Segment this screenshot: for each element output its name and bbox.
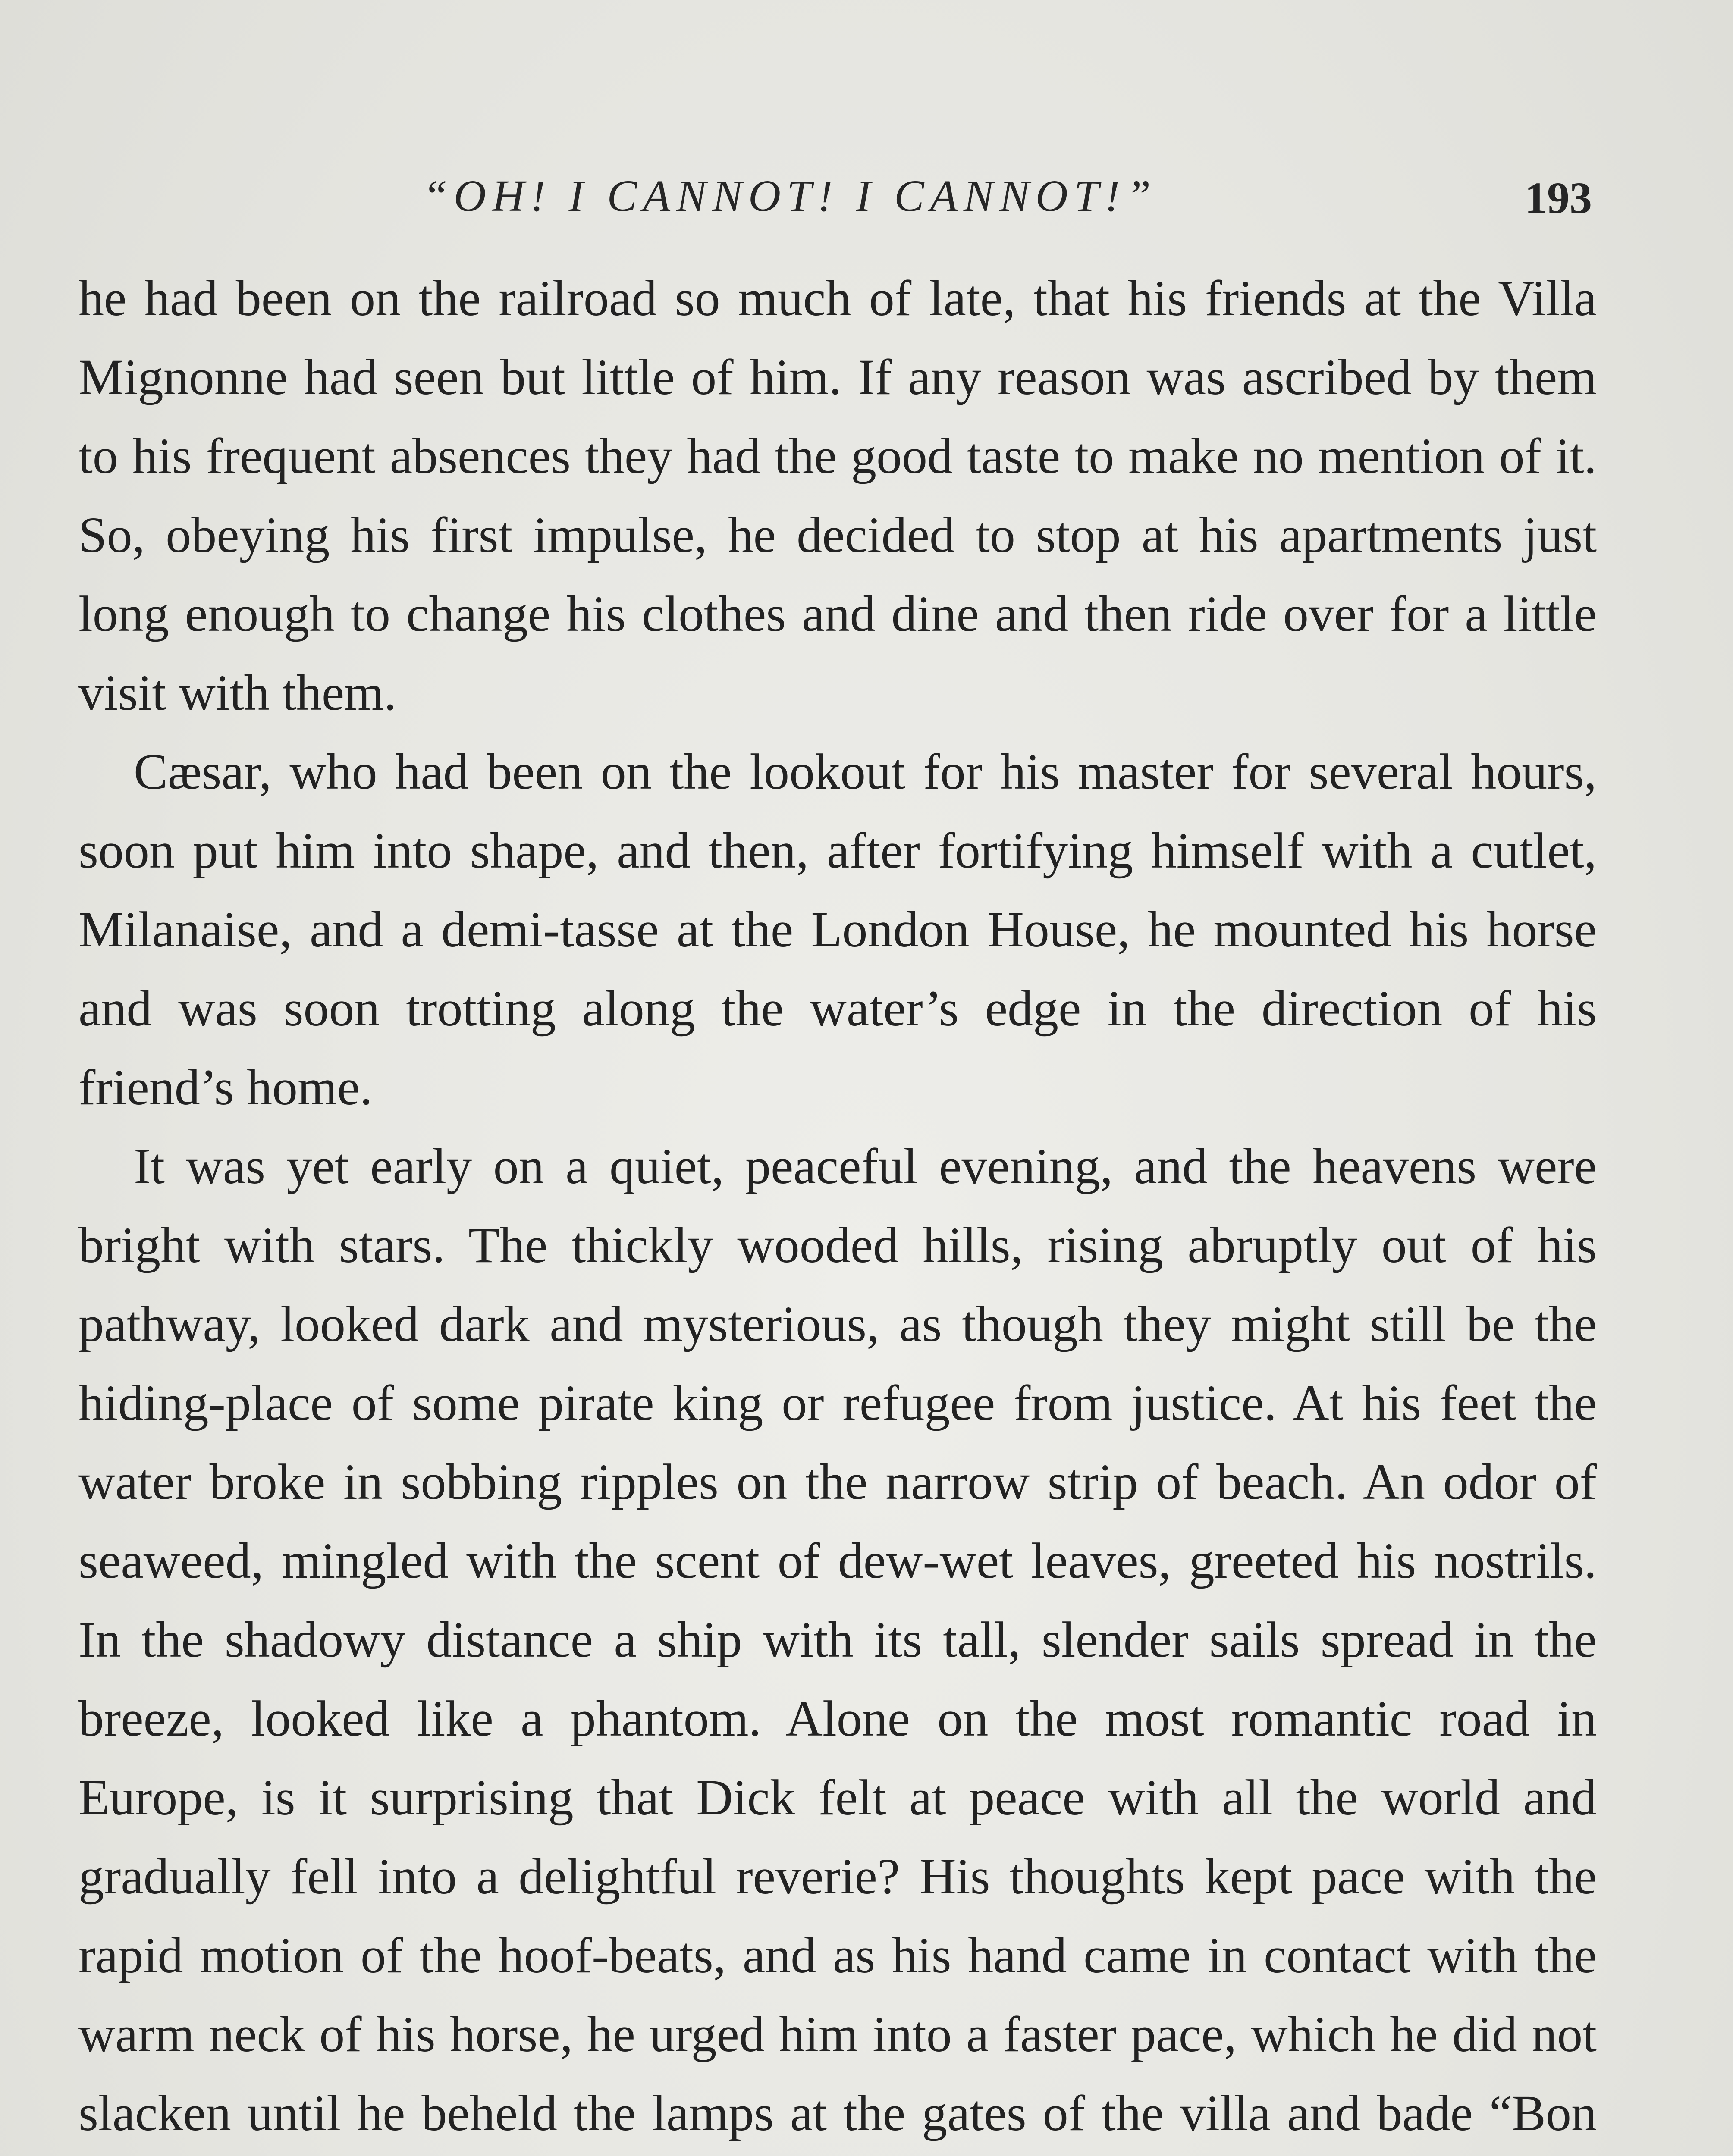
page-number: 193	[1525, 173, 1592, 223]
paragraph-2: Cæsar, who had been on the lookout for his master for several hours, soon put him into shape, and then, after fortifying himself with a cutlet, Milanaise, and a demi-tasse at the London House, he mounted his horse and was soon trotting along the water’s edge in the direction of his friend’s home.	[78, 743, 1597, 1116]
paragraph-1: he had been on the railroad so much of late, that his friends at the Villa Mignonne had seen but little of him. If any reason was ascribed by them to his frequent absences they had the good taste to make no mention of it. So, obeying his first impulse, he decided to stop at his apartments just long enough to change his clothes and dine and then ride over for a little visit with them.	[78, 270, 1597, 721]
body-text	[78, 259, 1597, 2156]
paragraph-3: It was yet early on a quiet, peaceful evening, and the heavens were bright with stars. The thickly wooded hills, rising abruptly out of his pathway, looked dark and mysterious, as though they might still be the hiding-place of some pirate king or refugee from justice. At his feet the water broke in sobbing ripples on the narrow strip of beach. An odor of seaweed, mingled with the scent of dew-wet leaves, greeted his nostrils. In the shadowy distance a ship with its tall, slender sails spread in the breeze, looked like a phantom. Alone on the most romantic road in Europe, is it surprising that Dick felt at peace with all the world and gradually fell into a delightful reverie? His thoughts kept pace with the rapid motion of the hoof-beats, and as his hand came in contact with the warm neck of his horse, he urged him into a faster pace, which he did not slacken until he beheld the lamps at the gates of the villa and bade “Bon	[78, 1138, 1597, 2141]
running-head: “OH! I CANNOT! I CANNOT!”	[423, 171, 1157, 221]
